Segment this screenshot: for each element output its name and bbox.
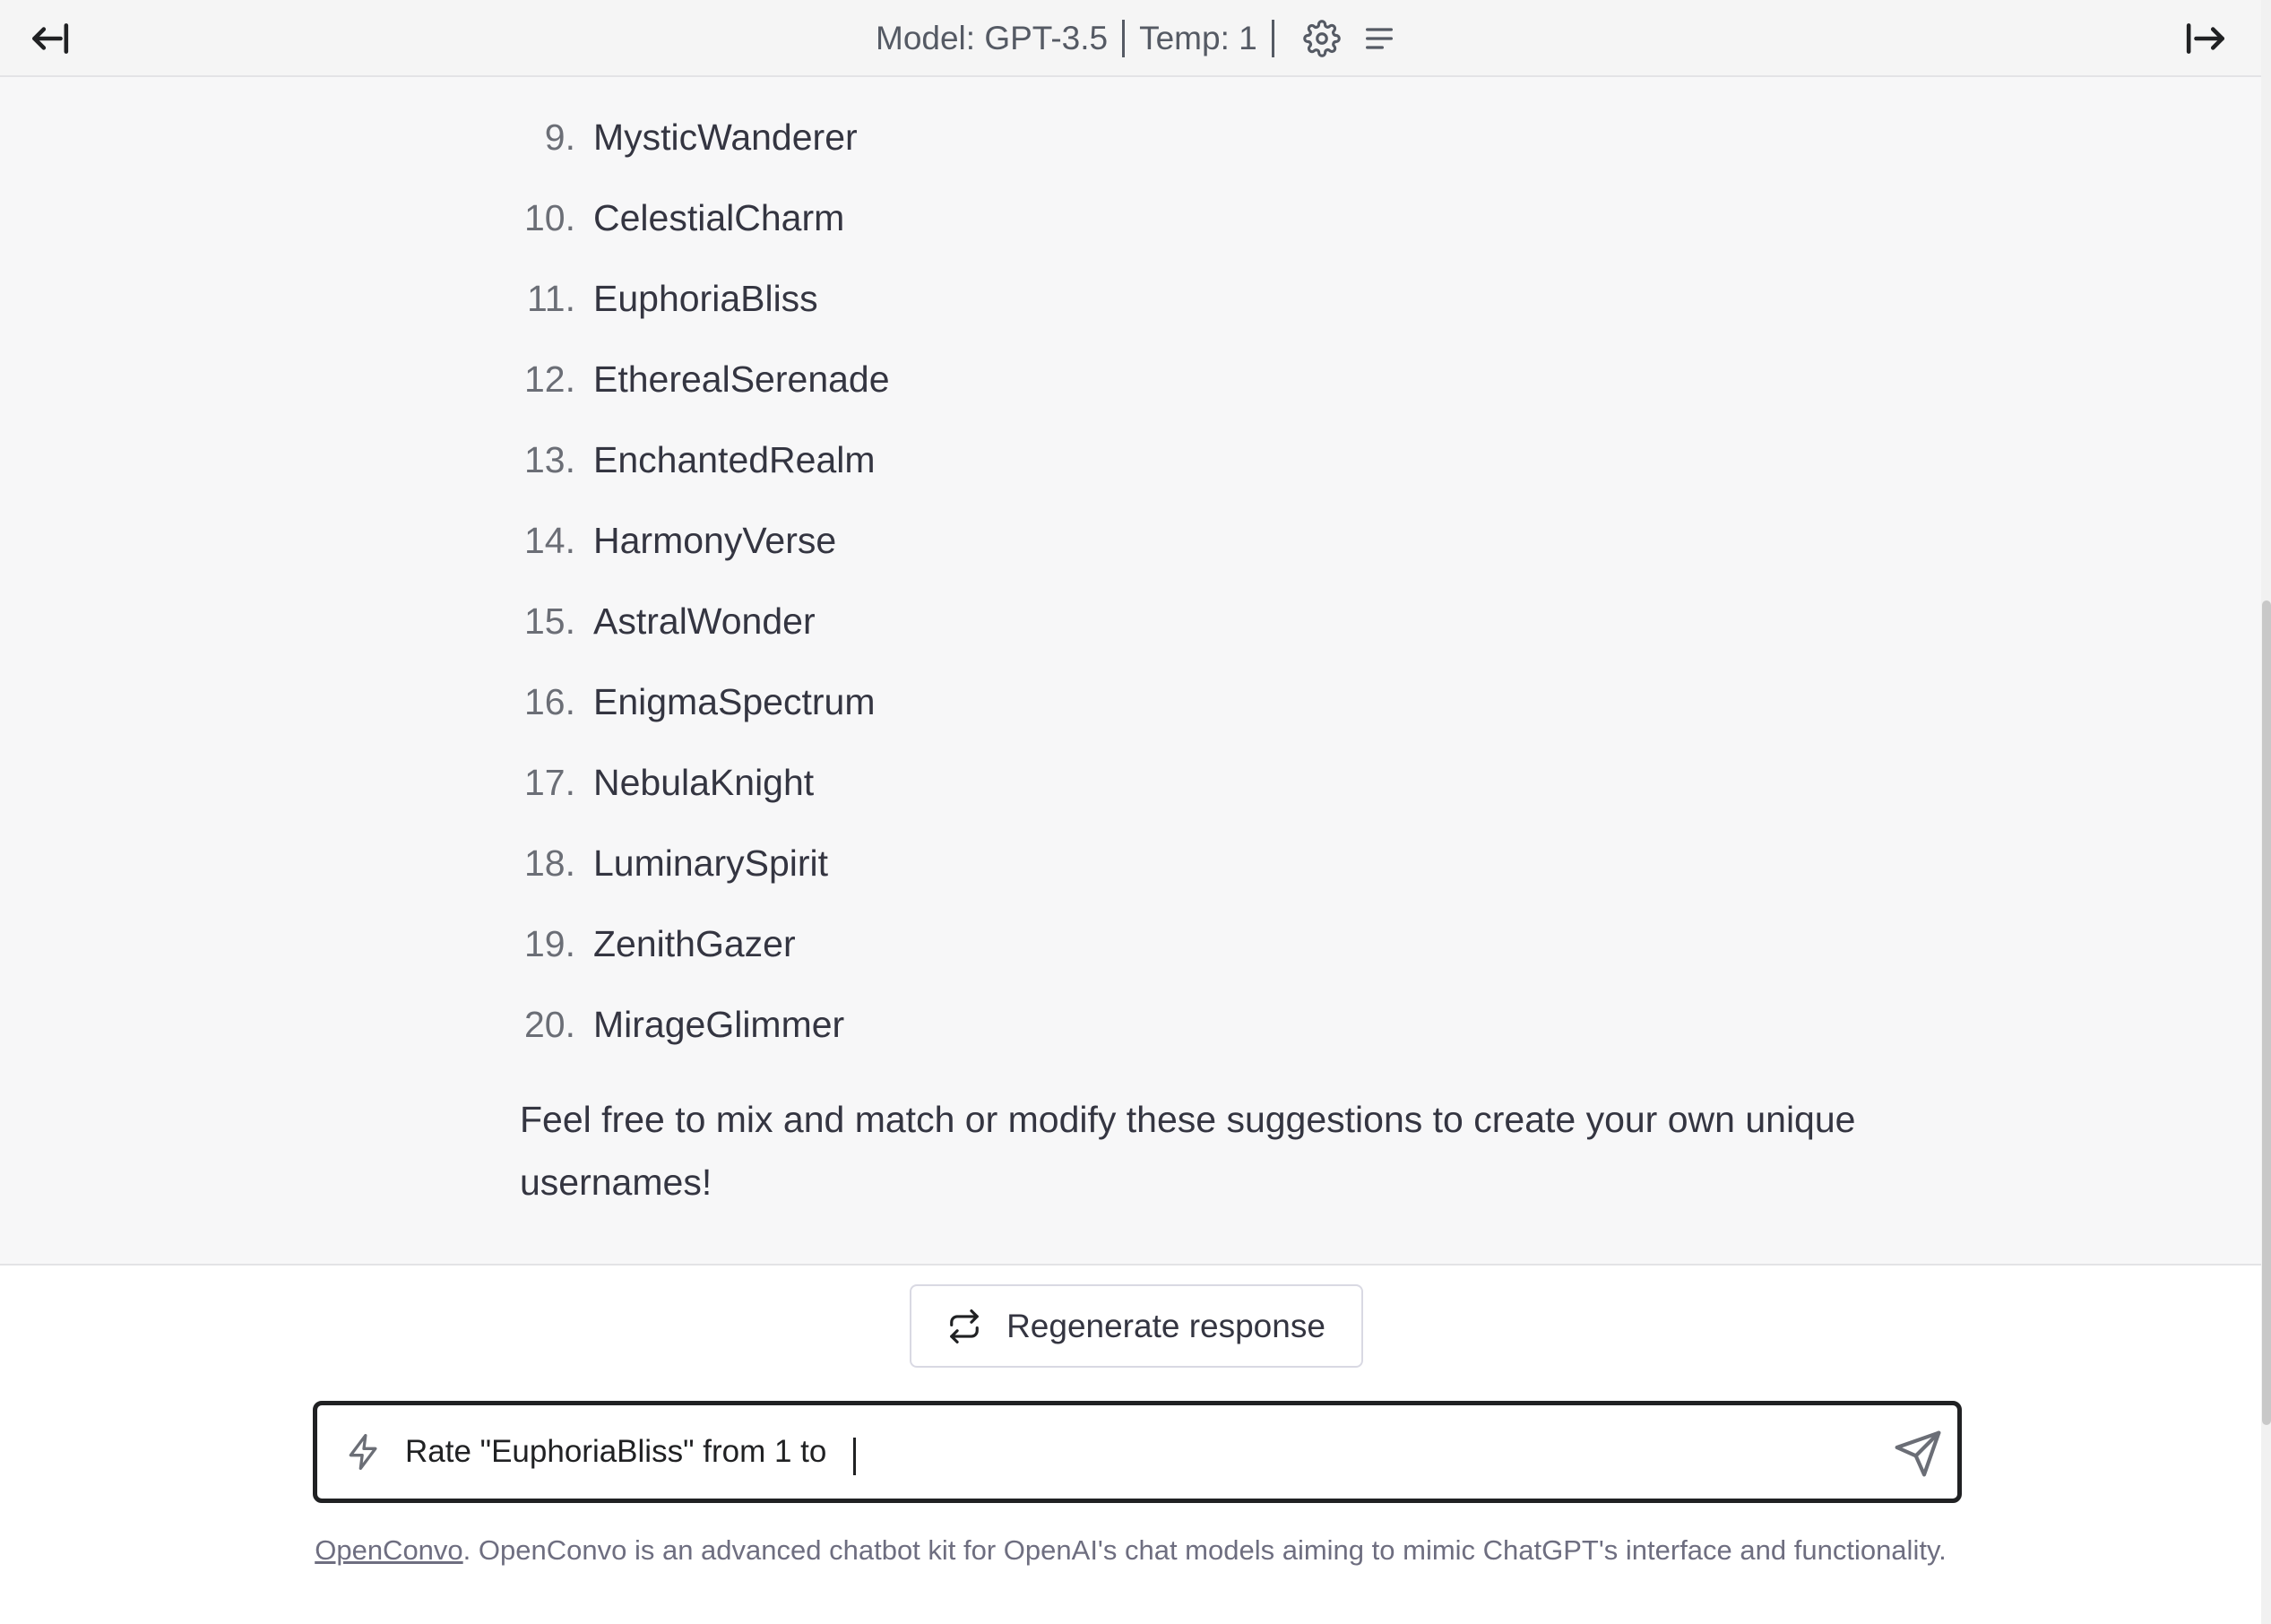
list-item: [502, 581, 890, 661]
separator: [1272, 20, 1274, 57]
list-item: [502, 984, 890, 1065]
list-item: [502, 500, 890, 581]
list-item: [502, 419, 890, 500]
list-item: [502, 177, 890, 258]
list-item: [502, 97, 890, 177]
username-list: [502, 97, 890, 1065]
list-item: [502, 823, 890, 903]
regenerate-label: Regenerate response: [1006, 1307, 1325, 1344]
temp-label: Temp: 1: [1139, 20, 1257, 56]
list-item-name: MysticWanderer: [593, 116, 858, 158]
list-item-name: EuphoriaBliss: [593, 277, 818, 319]
list-item-name: ZenithGazer: [593, 922, 796, 964]
closing-text: Feel free to mix and match or modify these suggestions to create your own unique usernames!: [520, 1099, 1856, 1203]
list-item-number: 13.: [524, 438, 575, 480]
refresh-arrows-icon: [947, 1309, 981, 1343]
list-item-name: AstralWonder: [593, 600, 816, 642]
top-bar: [0, 0, 2261, 77]
model-info: [876, 0, 1400, 77]
list-item-number: 11.: [527, 277, 575, 319]
arrow-left-to-bar-icon: [25, 16, 70, 61]
footer: [0, 1534, 2261, 1567]
list-item-name: EtherealSerenade: [593, 358, 890, 400]
list-item-number: 20.: [524, 1003, 575, 1045]
gear-icon: [1303, 20, 1341, 57]
chat-input[interactable]: [405, 1425, 1839, 1479]
list-item: [502, 903, 890, 984]
list-item-name: EnigmaSpectrum: [593, 680, 876, 722]
assistant-message: [0, 77, 2261, 1266]
text-caret: [853, 1438, 856, 1475]
openconvo-link[interactable]: OpenConvo: [315, 1534, 463, 1566]
expand-panel-button[interactable]: [2181, 13, 2233, 65]
menu-button[interactable]: [1359, 18, 1400, 59]
list-item-name: NebulaKnight: [593, 761, 815, 803]
settings-button[interactable]: [1301, 18, 1343, 59]
menu-lines-icon: [1361, 21, 1397, 56]
collapse-sidebar-button[interactable]: [22, 13, 73, 65]
list-item: [502, 258, 890, 339]
footer-text: . OpenConvo is an advanced chatbot kit for OpenAI's chat models aiming to mimic ChatGPT's interface and functionality.: [462, 1534, 1947, 1566]
separator: [1122, 20, 1125, 57]
model-label: Model: GPT-3.5: [876, 20, 1109, 56]
list-item-name: HarmonyVerse: [593, 519, 837, 561]
list-item-name: MirageGlimmer: [593, 1003, 845, 1045]
lightning-bolt-icon[interactable]: [344, 1432, 384, 1472]
arrow-right-from-bar-icon: [2185, 16, 2230, 61]
list-item-number: 17.: [524, 761, 575, 803]
list-item: [502, 339, 890, 419]
paper-plane-icon[interactable]: [1893, 1429, 1943, 1479]
list-item-name: EnchantedRealm: [593, 438, 876, 480]
list-item: [502, 661, 890, 742]
chat-input-box[interactable]: [313, 1401, 1962, 1503]
list-item-number: 14.: [524, 519, 575, 561]
regenerate-response-button[interactable]: [910, 1284, 1363, 1368]
list-item-number: 16.: [524, 680, 575, 722]
list-item-name: LuminarySpirit: [593, 842, 829, 884]
list-item: [502, 742, 890, 823]
list-item-number: 12.: [524, 358, 575, 400]
list-item-name: CelestialCharm: [593, 196, 845, 238]
list-item-number: 9.: [544, 116, 575, 158]
list-item-number: 15.: [524, 600, 575, 642]
scrollbar-thumb[interactable]: [2262, 600, 2271, 1425]
list-item-number: 18.: [524, 842, 575, 884]
list-item-number: 10.: [524, 196, 575, 238]
list-item-number: 19.: [524, 922, 575, 964]
